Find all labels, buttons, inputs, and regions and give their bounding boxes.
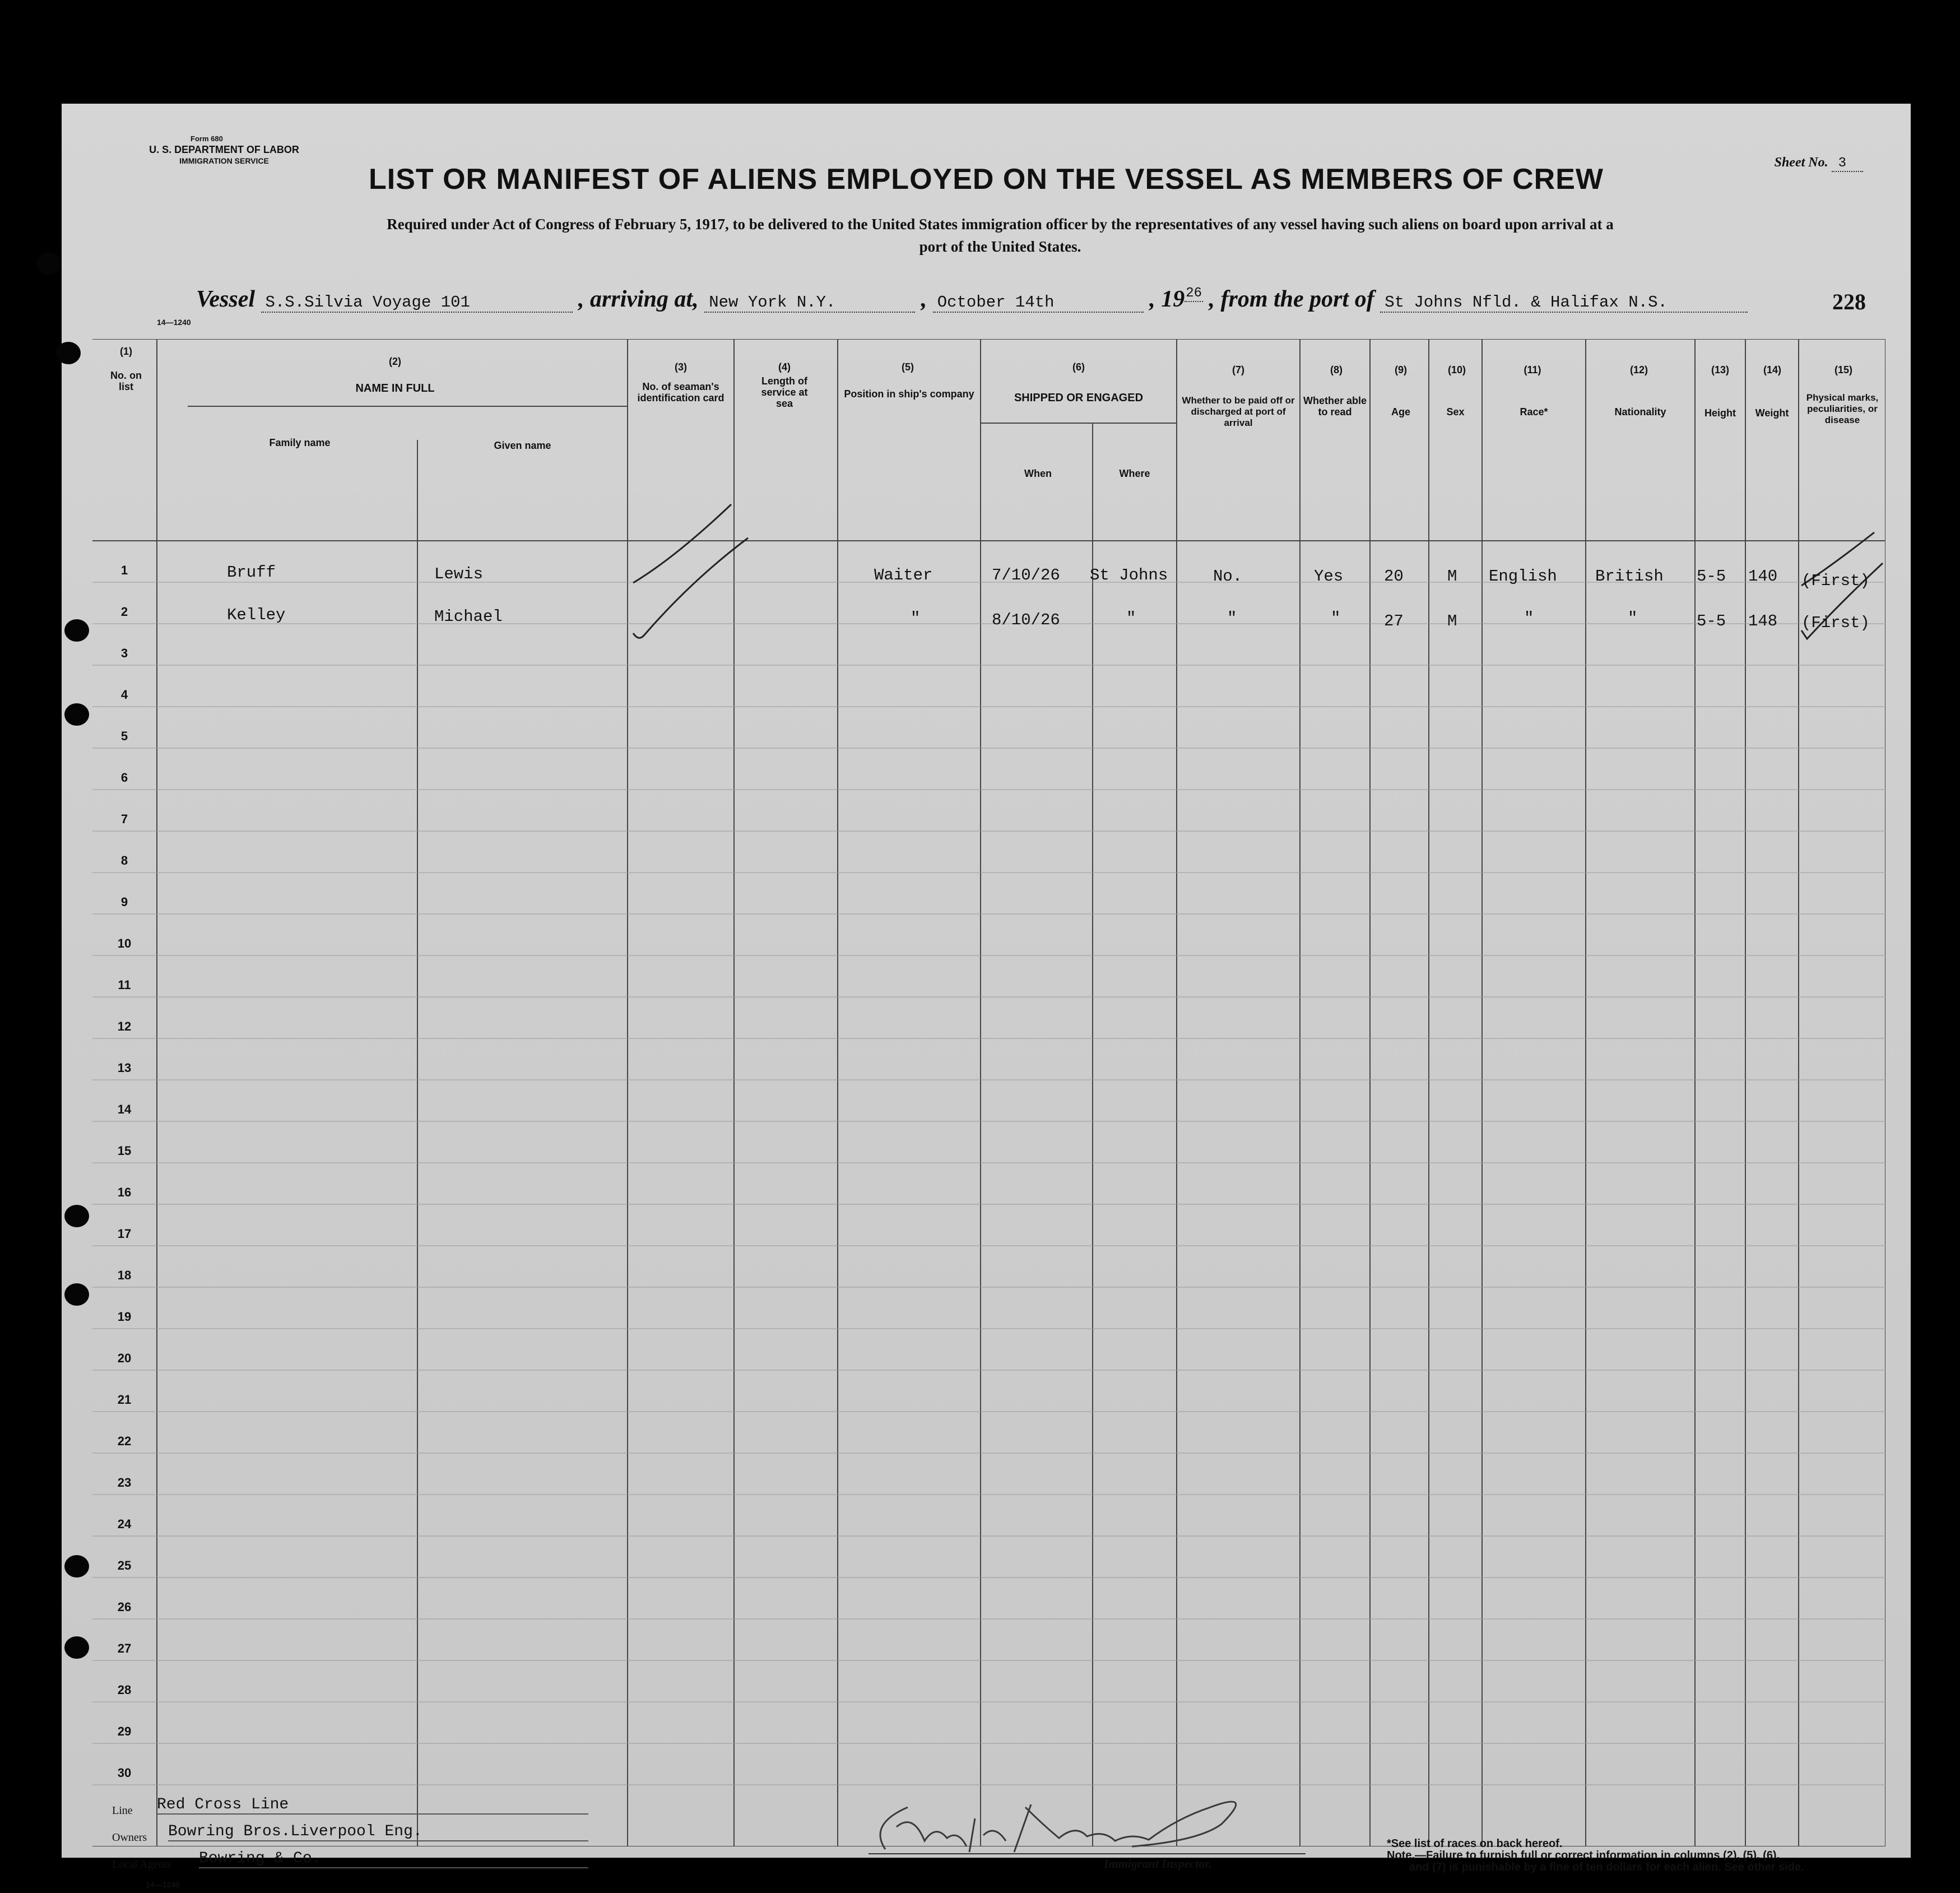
- vessel-label: Vessel: [196, 286, 255, 312]
- col-header-weight: Weight: [1755, 407, 1789, 419]
- cell-when: 8/10/26: [992, 611, 1060, 629]
- punch-hole: [56, 342, 81, 364]
- header-form-code: 14—1240: [157, 318, 191, 327]
- col9-number: (9): [1395, 364, 1407, 375]
- col7-number: (7): [1232, 364, 1244, 375]
- inspector-signature-line: [868, 1852, 1306, 1855]
- sheet-label: Sheet No.: [1774, 155, 1828, 170]
- row-number: 17: [117, 1227, 132, 1241]
- row-number: 18: [117, 1268, 132, 1282]
- col13-number: (13): [1711, 364, 1729, 375]
- cell-age: 27: [1384, 612, 1404, 630]
- cell-weight: 140: [1748, 567, 1778, 586]
- row-number: 9: [120, 895, 128, 909]
- arriving-value: New York N.Y.: [704, 293, 915, 313]
- cell-race: ": [1524, 609, 1534, 628]
- cell-where: St Johns: [1090, 566, 1168, 584]
- punch-hole: [64, 1555, 89, 1578]
- col12-number: (12): [1629, 364, 1648, 375]
- cell-position: Waiter: [874, 566, 933, 584]
- cell-physical-marks: (First): [1801, 614, 1870, 632]
- col11-number: (11): [1524, 364, 1541, 375]
- sheet-value: 3: [1832, 156, 1863, 172]
- col-header-position: Position in ship's company: [844, 388, 974, 400]
- col4-number: (4): [778, 361, 791, 373]
- col-header-id-card: No. of seaman's identification card: [637, 381, 724, 403]
- row-number: 7: [120, 812, 128, 826]
- cell-family-name: Kelley: [227, 606, 286, 624]
- row-number: 15: [117, 1144, 132, 1158]
- row-number: 4: [120, 688, 128, 702]
- row-number: 29: [117, 1724, 132, 1738]
- cell-given-name: Lewis: [434, 565, 484, 583]
- vessel-value: S.S.Silvia Voyage 101: [261, 293, 573, 313]
- punch-hole: [64, 1205, 89, 1227]
- owners-label: Owners: [112, 1831, 147, 1844]
- requirement-line-2: port of the United States.: [919, 238, 1081, 255]
- row-number: 22: [117, 1434, 132, 1448]
- row-number: 12: [117, 1019, 132, 1033]
- row-number: 11: [118, 978, 131, 992]
- row-number: 23: [117, 1476, 132, 1490]
- punch-hole: [64, 1636, 89, 1659]
- col-header-race: Race*: [1520, 406, 1548, 417]
- requirement-text: [174, 213, 1827, 258]
- punch-hole: [64, 703, 89, 726]
- row-number: 21: [117, 1393, 132, 1407]
- col2-number: (2): [389, 356, 401, 367]
- manifest-sheet: [62, 104, 1911, 1889]
- col-header-able-to-read: Whether able to read: [1303, 395, 1367, 417]
- cell-height: 5-5: [1697, 612, 1726, 630]
- page-number: 228: [1832, 289, 1866, 314]
- line-label: Line: [112, 1804, 133, 1817]
- col-header-paid-off: Whether to be paid off or discharged at port of arrival: [1182, 395, 1295, 428]
- line-value: Red Cross Line: [157, 1796, 588, 1815]
- footnote-penalty-2: and (7) is punishable by a fine of ten dollars for each alien. See other side.: [1409, 1861, 1804, 1873]
- inspector-label: Immigrant Inspector.: [1104, 1857, 1213, 1871]
- col-header-sex: Sex: [1446, 406, 1465, 417]
- punch-hole: [64, 619, 89, 642]
- cell-when: 7/10/26: [992, 566, 1060, 584]
- page-title: LIST OR MANIFEST OF ALIENS EMPLOYED ON THE VESSEL AS MEMBERS OF CREW: [369, 163, 1604, 196]
- row-number: 16: [117, 1185, 132, 1199]
- row-number: 5: [120, 729, 128, 743]
- col-header-physical-marks: Physical marks, peculiarities, or disease: [1806, 392, 1879, 425]
- footnote-races: *See list of races on back hereof.: [1387, 1838, 1563, 1850]
- year-prefix: , 19: [1149, 286, 1185, 312]
- manifest-table: [92, 339, 1885, 1846]
- row-number: 1: [120, 563, 128, 577]
- cell-paid-off: No.: [1213, 567, 1243, 586]
- cell-given-name: Michael: [434, 607, 503, 626]
- footnote-penalty-1: Note.—Failure to furnish full or correct information in columns (2), (5), (6),: [1387, 1849, 1780, 1862]
- col-header-family-name: Family name: [269, 437, 331, 448]
- col3-number: (3): [675, 361, 687, 373]
- row-number: 20: [117, 1351, 132, 1365]
- cell-able-to-read: ": [1331, 609, 1341, 628]
- inspector-signature: [863, 1785, 1322, 1863]
- row-number: 6: [120, 771, 128, 785]
- cell-age: 20: [1384, 567, 1404, 586]
- punch-hole: [64, 1283, 89, 1306]
- cell-height: 5-5: [1697, 567, 1726, 586]
- row-number: 13: [117, 1061, 132, 1075]
- owners-value: Bowring Bros.Liverpool Eng.: [168, 1823, 588, 1841]
- col-header-name-in-full: NAME IN FULL: [355, 382, 435, 395]
- service-name: IMMIGRATION SERVICE: [179, 156, 269, 165]
- col-header-age: Age: [1391, 406, 1410, 417]
- cell-where: ": [1126, 609, 1136, 628]
- cell-able-to-read: Yes: [1314, 567, 1344, 586]
- agents-value: Bowring & Co.: [199, 1850, 588, 1868]
- row-number: 10: [117, 936, 132, 950]
- col-header-when: When: [1024, 468, 1052, 479]
- date-value: October 14th: [933, 293, 1144, 313]
- col8-number: (8): [1330, 364, 1343, 375]
- cell-sex: M: [1447, 567, 1457, 586]
- row-number: 8: [120, 853, 128, 867]
- col5-number: (5): [902, 361, 914, 373]
- arriving-label: , arriving at,: [578, 286, 699, 312]
- col15-number: (15): [1834, 364, 1852, 375]
- from-value: St Johns Nfld. & Halifax N.S.: [1380, 293, 1748, 313]
- cell-weight: 148: [1748, 612, 1778, 630]
- row-number: 26: [117, 1600, 132, 1614]
- footer-form-code: 14—1240: [146, 1880, 180, 1889]
- row-number: 24: [117, 1517, 132, 1531]
- cell-physical-marks: (First): [1801, 572, 1870, 590]
- department-name: U. S. DEPARTMENT OF LABOR: [149, 144, 299, 155]
- row-number: 2: [120, 605, 128, 619]
- col-header-height: Height: [1704, 407, 1736, 419]
- year-value: 26: [1186, 286, 1202, 301]
- row-number: 25: [117, 1558, 132, 1572]
- cell-family-name: Bruff: [227, 563, 276, 582]
- row-number: 3: [120, 646, 128, 660]
- cell-nationality: British: [1595, 567, 1664, 586]
- col1-number: (1): [120, 346, 132, 357]
- row-number: 28: [117, 1683, 132, 1697]
- col10-number: (10): [1447, 364, 1466, 375]
- col-header-where: Where: [1119, 468, 1150, 479]
- row-number: 30: [117, 1766, 132, 1780]
- table-grid-lines: [92, 339, 1885, 1846]
- row-number: 27: [117, 1641, 132, 1655]
- row-number: 19: [117, 1310, 132, 1324]
- form-number: Form 680: [191, 134, 223, 143]
- col14-number: (14): [1763, 364, 1781, 375]
- col-header-list-no: No. on list: [110, 370, 142, 392]
- requirement-line-1: Required under Act of Congress of February 5, 1917, to be delivered to the United States immigration officer by the representatives of any vessel having such aliens on board upon arrival at a: [387, 216, 1614, 233]
- col-header-nationality: Nationality: [1614, 406, 1666, 417]
- cell-sex: M: [1447, 612, 1457, 630]
- agents-label: Local Agents: [112, 1858, 172, 1871]
- row-number: 14: [117, 1102, 132, 1116]
- col6-number: (6): [1072, 361, 1085, 373]
- cell-race: English: [1489, 567, 1557, 586]
- cell-nationality: ": [1628, 609, 1638, 628]
- col-header-given-name: Given name: [494, 440, 551, 451]
- col-header-shipped-or-engaged: SHIPPED OR ENGAGED: [1014, 392, 1144, 404]
- cell-paid-off: ": [1227, 609, 1237, 628]
- vessel-info-line: Vessel S.S.Silvia Voyage 101 , arriving at, New York N.Y. , October 14th , 1926 , from the port of St Johns Nfld. & Halifax N.S.: [196, 286, 1877, 319]
- from-label: , from the port of: [1209, 286, 1374, 312]
- punch-hole: [36, 252, 61, 275]
- col-header-length-of-service: Length of service at sea: [761, 375, 808, 409]
- cell-position: ": [911, 609, 921, 628]
